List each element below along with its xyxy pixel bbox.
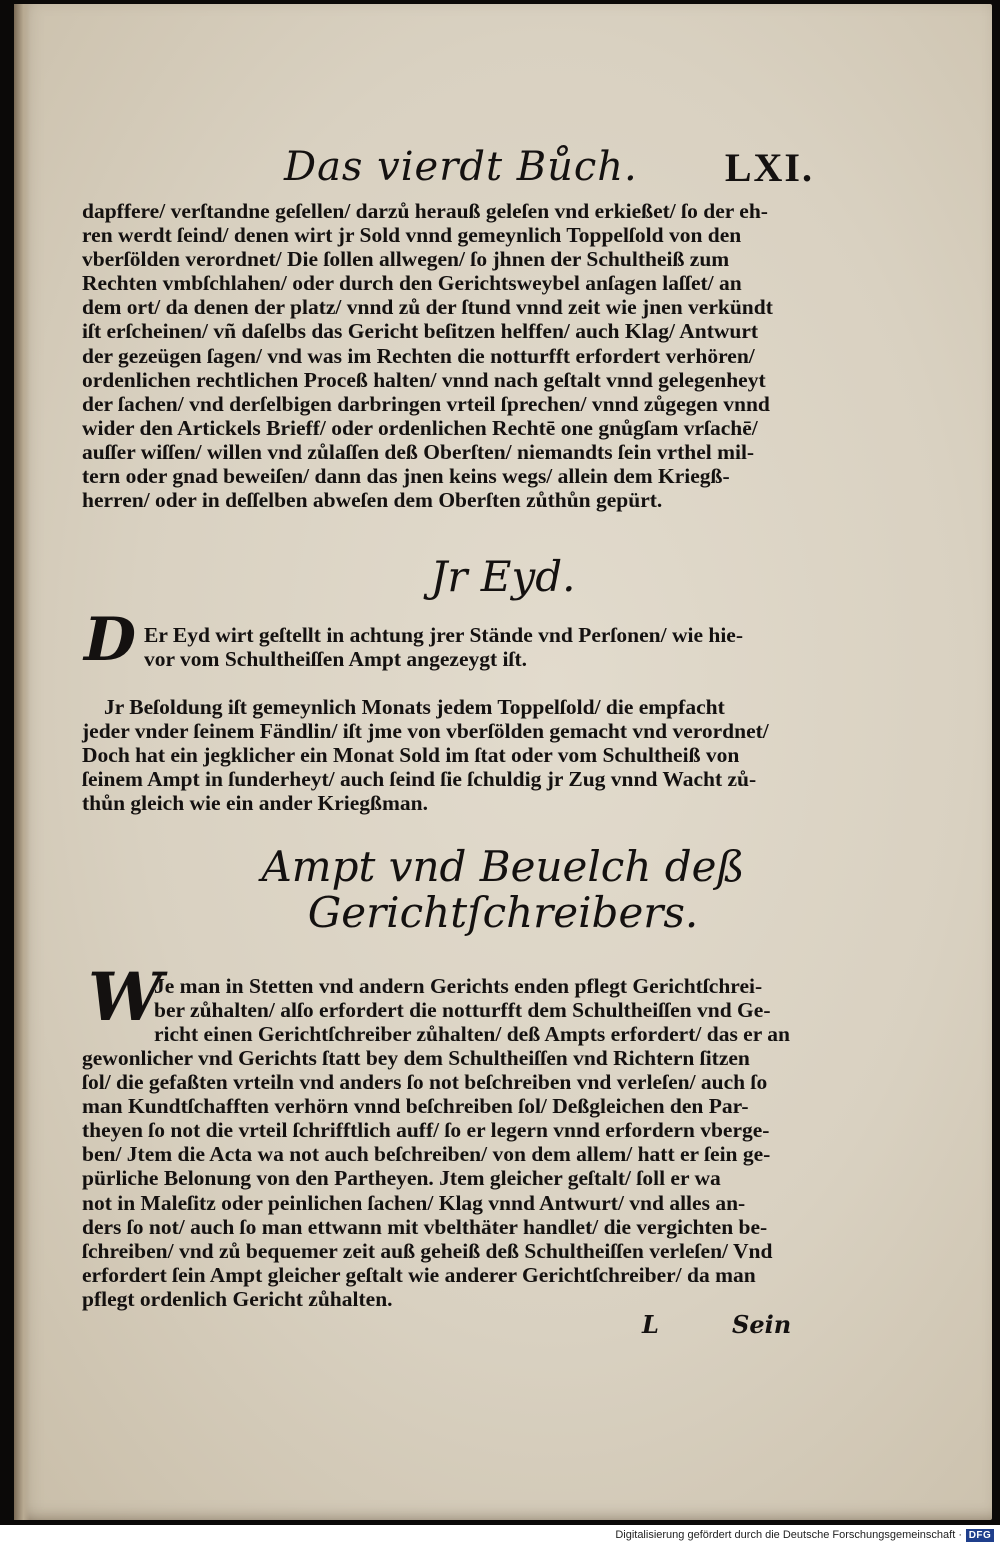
- text-line: ſeinem Ampt in ſunderheyt/ auch ſeind ſie ſchuldig jr Zug vnnd Wacht zů-: [82, 767, 757, 792]
- text-line: Rechten vmbſchlahen/ oder durch den Gerichtsweybel anſagen laſſet/ an: [82, 271, 742, 296]
- text-line: vor vom Schultheiſſen Ampt angezeygt iſt.: [144, 647, 528, 672]
- page-header: [284, 144, 814, 200]
- text-line: ben/ Jtem die Acta wa not auch beſchreiben/ von dem allem/ hatt er ſein ge-: [82, 1142, 771, 1167]
- text-line: der ſachen/ vnd derſelbigen darbringen vrteil ſprechen/ vnnd zůgegen vnnd: [82, 391, 770, 416]
- text-line: ordenlichen rechtlichen Proceß halten/ vnnd nach geſtalt vnnd gelegenheyt: [82, 367, 766, 392]
- text-line: Je man in Stetten vnd andern Gerichts enden pflegt Gerichtſchrei-: [154, 974, 763, 998]
- oath-paragraph: [144, 623, 802, 671]
- text-line: ders ſo not/ auch ſo man ettwann mit vbelthäter handlet/ die vergichten be-: [82, 1214, 768, 1239]
- text-line: iſt erſcheinen/ vñ daſelbs das Gericht beſitzen helffen/ auch Klag/ Antwurt: [82, 319, 759, 344]
- text-line: tern oder gnad beweiſen/ dann das jnen keins wegs/ allein dem Kriegß-: [82, 464, 730, 489]
- text-line: vberſölden verordnet/ Die ſollen allwegen/ ſo jhnen der Schultheiß zum: [82, 247, 730, 272]
- text-line: ſol/ die gefaßten vrteiln vnd anders ſo not beſchreiben vnd verleſen/ auch ſo: [82, 1070, 768, 1095]
- dfg-logo: DFG: [966, 1529, 994, 1542]
- funding-credit: Digitalisierung gefördert durch die Deutsche Forschungsgemeinschaft ·: [615, 1529, 962, 1541]
- pay-paragraph: [82, 695, 802, 815]
- catchword: Sein: [732, 1310, 792, 1339]
- text-line: Er Eyd wirt geſtellt in achtung jrer Stände vnd Perſonen/ wie hie-: [144, 623, 743, 647]
- text-line: pflegt ordenlich Gericht zůhalten.: [82, 1286, 393, 1311]
- text-line: man Kundtſchafften verhörn vnnd beſchreiben ſol/ Deßgleichen den Par-: [82, 1094, 749, 1119]
- clerk-heading-line2: Gerichtſchreibers.: [307, 888, 699, 937]
- clerk-paragraph-indented: [154, 974, 802, 1046]
- footer-bar: [0, 1525, 1000, 1547]
- clerk-heading-line1: Ampt vnd Beuelch deß: [261, 842, 745, 891]
- running-title: Das vierdt Bůch.: [284, 144, 638, 190]
- oath-heading: Jr Eyd.: [430, 552, 576, 601]
- text-line: Doch hat ein jegklicher ein Monat Sold im ſtat oder vom Schultheiß von: [82, 743, 740, 768]
- text-line: ſchreiben/ vnd zů bequemer zeit auß geheiß deß Schultheiſſen verleſen/ Vnd: [82, 1238, 773, 1263]
- dropcap-d: D: [84, 605, 137, 675]
- book-page: [14, 4, 992, 1520]
- text-line: gewonlicher vnd Gerichts ſtatt bey dem Schultheiſſen vnd Richtern ſitzen: [82, 1046, 750, 1070]
- text-line: thůn gleich wie ein ander Kriegßman.: [82, 791, 429, 816]
- signature-mark: L: [642, 1310, 659, 1339]
- text-line: dem ort/ da denen der platz/ vnnd zů der ſtund vnnd zeit wie jnen verkündt: [82, 295, 773, 320]
- text-line: auſſer wiſſen/ willen vnd zůlaſſen deß Oberſten/ niemandts ſein vrthel mil-: [82, 439, 755, 464]
- clerk-paragraph: [82, 1046, 802, 1311]
- text-line: erfordert ſein Ampt gleicher geſtalt wie anderer Gerichtſchreiber/ da man: [82, 1262, 756, 1287]
- text-line: richt einen Gerichtſchreiber zůhalten/ deß Ampts erfordert/ das er an: [154, 1022, 790, 1047]
- text-line: Jr Beſoldung iſt gemeynlich Monats jedem Toppelſold/ die empfacht: [104, 695, 725, 719]
- folio-number: LXI.: [724, 145, 814, 190]
- binding-edge: [14, 4, 30, 1520]
- continuation-paragraph: [82, 199, 802, 512]
- text-line: not in Maleſitz oder peinlichen ſachen/ Klag vnnd Antwurt/ vnd alles an-: [82, 1190, 746, 1215]
- text-line: ren werdt ſeind/ denen wirt jr Sold vnnd gemeynlich Toppelſold von den: [82, 223, 742, 248]
- text-line: ber zůhalten/ alſo erfordert die notturfft dem Schultheiſſen vnd Ge-: [154, 998, 771, 1023]
- text-line: dapffere/ verſtandne geſellen/ darzů herauß geleſen vnd erkießet/ ſo der eh-: [82, 199, 768, 223]
- dropcap-w: W: [88, 958, 163, 1036]
- text-line: jeder vnder ſeinem Fändlin/ iſt jme von vberſölden gemacht vnd verordnet/: [82, 719, 769, 744]
- text-line: wider den Artickels Brieff/ oder ordenlichen Rechtē one gnůgſam vrſachē/: [82, 415, 758, 440]
- text-line: der gezeügen ſagen/ vnd was im Rechten die notturfft erfordert verhören/: [82, 343, 755, 368]
- text-line: theyen ſo not die vrteil ſchrifftlich auff/ ſo er legern vnnd erfordern vberge-: [82, 1118, 770, 1143]
- text-line: pürliche Belonung von den Partheyen. Jtem gleicher geſtalt/ ſoll er wa: [82, 1166, 721, 1191]
- text-line: herren/ oder in deſſelben abweſen dem Oberſten zůthůn gepürt.: [82, 488, 663, 513]
